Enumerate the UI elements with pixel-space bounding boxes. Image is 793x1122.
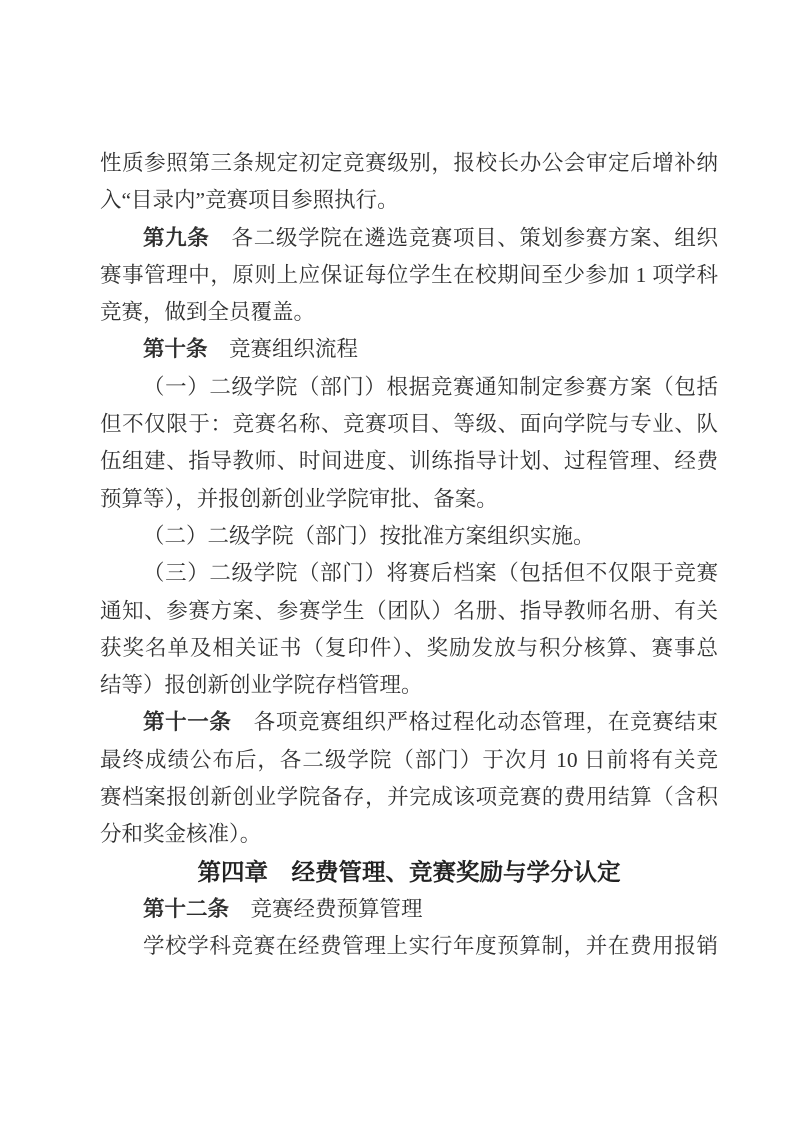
text-run: （三）二级学院（部门）将赛后档案（包括但不仅限于竞赛 <box>143 561 718 586</box>
document-line <box>100 481 718 518</box>
text-run: 各项竞赛组织严格过程化动态管理，在竞赛结束 <box>231 710 718 735</box>
chapter-heading <box>100 854 718 891</box>
document-line <box>100 816 718 853</box>
text-run: 入“目录内”竞赛项目参照执行。 <box>100 188 399 213</box>
document-line <box>100 294 718 331</box>
text-run: 伍组建、指导教师、时间进度、训练指导计划、过程管理、经费 <box>100 449 718 474</box>
document-line <box>100 928 718 965</box>
text-run: 学校学科竞赛在经费管理上实行年度预算制，并在费用报销 <box>143 934 718 959</box>
text-run: 但不仅限于：竞赛名称、竞赛项目、等级、面向学院与专业、队 <box>100 412 718 437</box>
bold-run: 第十一条 <box>143 710 232 735</box>
text-run: 分和奖金核准）。 <box>100 822 262 847</box>
bold-run: 第十条 <box>143 337 208 362</box>
document-line <box>100 182 718 219</box>
document-line <box>100 630 718 667</box>
document-line <box>100 257 718 294</box>
text-run: 性质参照第三条规定初定竞赛级别，报校长办公会审定后增补纳 <box>100 151 718 175</box>
text-run: 竞赛组织流程 <box>207 337 359 362</box>
document-content <box>100 145 718 966</box>
document-line <box>100 555 718 592</box>
document-line <box>100 891 718 928</box>
text-run: 结等）报创新创业学院存档管理。 <box>100 673 423 698</box>
document-line <box>100 518 718 555</box>
text-run: 赛档案报创新创业学院备存，并完成该项竞赛的费用结算（含积 <box>100 785 718 810</box>
bold-run: 第九条 <box>143 225 210 250</box>
document-line <box>100 369 718 406</box>
document-line <box>100 779 718 816</box>
text-run: 获奖名单及相关证书（复印件）、奖励发放与积分核算、赛事总 <box>100 635 718 660</box>
document-line <box>100 145 718 182</box>
text-run: （一）二级学院（部门）根据竞赛通知制定参赛方案（包括 <box>143 374 718 399</box>
document-line <box>100 443 718 480</box>
document-line <box>100 331 718 368</box>
document-line <box>100 406 718 443</box>
text-run: 赛事管理中，原则上应保证每位学生在校期间至少参加 1 项学科 <box>100 262 718 287</box>
document-line <box>100 742 718 779</box>
text-run: 通知、参赛方案、参赛学生（团队）名册、指导教师名册、有关 <box>100 598 718 623</box>
text-run: 预算等），并报创新创业学院审批、备案。 <box>100 486 498 511</box>
document-line <box>100 593 718 630</box>
text-run: 最终成绩公布后，各二级学院（部门）于次月 10 日前将有关竞 <box>100 747 718 772</box>
text-run: 竞赛，做到全员覆盖。 <box>100 300 316 325</box>
bold-run: 第四章 经费管理、竞赛奖励与学分认定 <box>197 858 621 885</box>
document-line <box>100 704 718 741</box>
text-run: 各二级学院在遴选竞赛项目、策划参赛方案、组织 <box>209 225 718 250</box>
text-run: （二）二级学院（部门）按批准方案组织实施。 <box>143 523 595 548</box>
bold-run: 第十二条 <box>143 896 230 921</box>
document-line <box>100 220 718 257</box>
text-run: 竞赛经费预算管理 <box>229 896 423 921</box>
document-line <box>100 667 718 704</box>
